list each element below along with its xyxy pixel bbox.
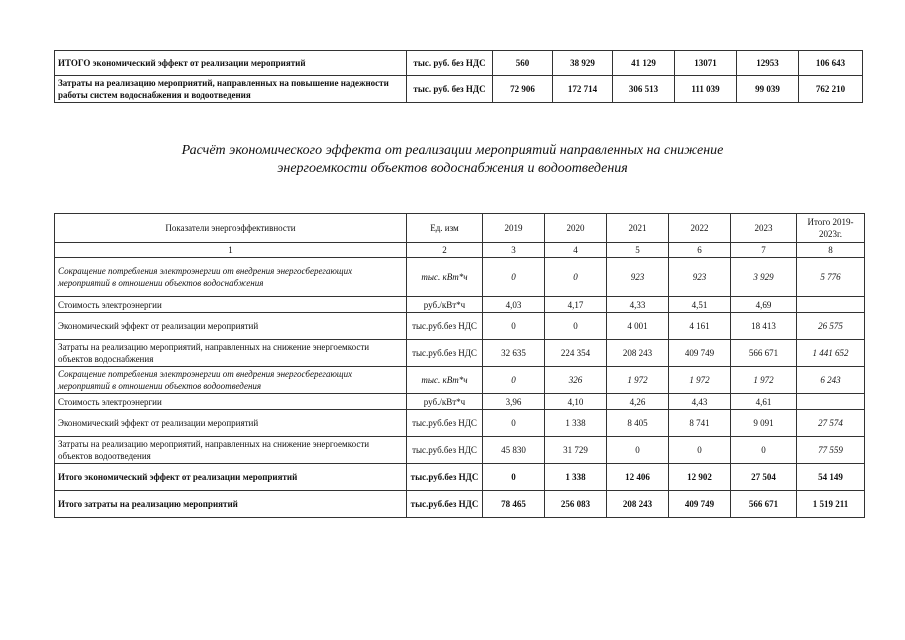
row-label: Сокращение потребления электроэнергии от внедрения энергосберегающих мероприятий в отношении объектов водоотведения — [55, 367, 407, 394]
cell-value: 762 210 — [799, 76, 863, 103]
column-header: Показатели энергоэффективности — [55, 214, 407, 243]
row-label: Стоимость электроэнергии — [55, 394, 407, 410]
column-header: 2019 — [483, 214, 545, 243]
cell-value: 224 354 — [545, 340, 607, 367]
cell-value: 8 741 — [669, 410, 731, 437]
table-row — [55, 437, 865, 464]
top-table — [54, 50, 863, 103]
cell-value: 3 929 — [731, 258, 797, 297]
cell-value: 77 559 — [797, 437, 865, 464]
row-unit: тыс. кВт*ч — [407, 258, 483, 297]
cell-value: 4,26 — [607, 394, 669, 410]
cell-value: 1 972 — [669, 367, 731, 394]
cell-value: 560 — [493, 51, 553, 76]
cell-value: 111 039 — [675, 76, 737, 103]
table-row — [55, 258, 865, 297]
heading-line-1: Расчёт экономического эффекта от реализации мероприятий направленных на снижение — [181, 143, 724, 158]
cell-value: 4,43 — [669, 394, 731, 410]
energy-efficiency-table — [54, 213, 865, 518]
cell-value: 78 465 — [483, 491, 545, 518]
cell-value: 1 338 — [545, 464, 607, 491]
table-row — [55, 297, 865, 313]
table-row — [55, 410, 865, 437]
cell-value: 4,33 — [607, 297, 669, 313]
row-unit: тыс.руб.без НДС — [407, 410, 483, 437]
row-label: Затраты на реализацию мероприятий, направленных на снижение энергоемкости объектов водоотведения — [55, 437, 407, 464]
cell-value: 106 643 — [799, 51, 863, 76]
cell-value: 409 749 — [669, 491, 731, 518]
column-number: 7 — [731, 243, 797, 258]
cell-value: 45 830 — [483, 437, 545, 464]
table-row — [55, 340, 865, 367]
cell-value: 4,51 — [669, 297, 731, 313]
row-unit: руб./кВт*ч — [407, 297, 483, 313]
row-unit: тыс.руб.без НДС — [407, 313, 483, 340]
cell-value: 12 902 — [669, 464, 731, 491]
cell-value: 208 243 — [607, 340, 669, 367]
cell-value: 12 406 — [607, 464, 669, 491]
row-label: Экономический эффект от реализации мероприятий — [55, 410, 407, 437]
cell-value: 38 929 — [553, 51, 613, 76]
column-header: 2020 — [545, 214, 607, 243]
cell-value: 41 129 — [613, 51, 675, 76]
cell-value: 4,03 — [483, 297, 545, 313]
row-label: Итого затраты на реализацию мероприятий — [55, 491, 407, 518]
cell-value: 566 671 — [731, 340, 797, 367]
cell-value: 1 519 211 — [797, 491, 865, 518]
cell-value: 4 161 — [669, 313, 731, 340]
cell-value: 27 574 — [797, 410, 865, 437]
row-label: Затраты на реализацию мероприятий, направленных на повышение надежности работы систем водоснабжения и водоотведения — [55, 76, 407, 103]
table-row — [55, 464, 865, 491]
column-number: 2 — [407, 243, 483, 258]
column-header: Итого 2019-2023г. — [797, 214, 865, 243]
column-header: 2021 — [607, 214, 669, 243]
cell-value: 0 — [545, 258, 607, 297]
cell-value: 256 083 — [545, 491, 607, 518]
cell-value: 12953 — [737, 51, 799, 76]
table-row — [55, 76, 863, 103]
cell-value: 13071 — [675, 51, 737, 76]
row-unit: тыс.руб.без НДС — [407, 491, 483, 518]
row-label: ИТОГО экономический эффект от реализации мероприятий — [55, 51, 407, 76]
cell-value: 0 — [483, 258, 545, 297]
cell-value: 3,96 — [483, 394, 545, 410]
cell-value: 0 — [607, 437, 669, 464]
cell-value: 1 338 — [545, 410, 607, 437]
row-unit: руб./кВт*ч — [407, 394, 483, 410]
cell-value: 8 405 — [607, 410, 669, 437]
row-unit: тыс. кВт*ч — [407, 367, 483, 394]
row-unit: тыс.руб.без НДС — [407, 340, 483, 367]
cell-value: 0 — [731, 437, 797, 464]
row-label: Сокращение потребления электроэнергии от внедрения энергосберегающих мероприятий в отношении объектов водоснабжения — [55, 258, 407, 297]
column-number: 4 — [545, 243, 607, 258]
column-number-row — [55, 243, 865, 258]
cell-value: 32 635 — [483, 340, 545, 367]
cell-value — [797, 394, 865, 410]
header-row — [55, 214, 865, 243]
table-row — [55, 394, 865, 410]
table-row — [55, 313, 865, 340]
row-label: Итого экономический эффект от реализации мероприятий — [55, 464, 407, 491]
cell-value: 0 — [483, 313, 545, 340]
column-number: 5 — [607, 243, 669, 258]
section-heading — [0, 142, 905, 178]
cell-value: 4,61 — [731, 394, 797, 410]
cell-value: 326 — [545, 367, 607, 394]
cell-value: 27 504 — [731, 464, 797, 491]
cell-value — [797, 297, 865, 313]
cell-value: 26 575 — [797, 313, 865, 340]
cell-value: 5 776 — [797, 258, 865, 297]
cell-value: 208 243 — [607, 491, 669, 518]
cell-value: 99 039 — [737, 76, 799, 103]
column-number: 3 — [483, 243, 545, 258]
cell-value: 4,17 — [545, 297, 607, 313]
cell-value: 566 671 — [731, 491, 797, 518]
cell-value: 1 972 — [607, 367, 669, 394]
cell-value: 306 513 — [613, 76, 675, 103]
cell-value: 18 413 — [731, 313, 797, 340]
row-unit: тыс.руб.без НДС — [407, 464, 483, 491]
cell-value: 4,10 — [545, 394, 607, 410]
cell-value: 31 729 — [545, 437, 607, 464]
cell-value: 6 243 — [797, 367, 865, 394]
column-number: 8 — [797, 243, 865, 258]
cell-value: 409 749 — [669, 340, 731, 367]
cell-value: 1 972 — [731, 367, 797, 394]
heading-line-2: энергоемкости объектов водоснабжения и водоотведения — [277, 161, 628, 176]
column-number: 6 — [669, 243, 731, 258]
table-row — [55, 51, 863, 76]
row-label: Затраты на реализацию мероприятий, направленных на снижение энергоемкости объектов водоснабжения — [55, 340, 407, 367]
column-number: 1 — [55, 243, 407, 258]
cell-value: 54 149 — [797, 464, 865, 491]
cell-value: 0 — [669, 437, 731, 464]
cell-value: 4 001 — [607, 313, 669, 340]
cell-value: 72 906 — [493, 76, 553, 103]
cell-value: 923 — [607, 258, 669, 297]
cell-value: 4,69 — [731, 297, 797, 313]
cell-value: 0 — [483, 464, 545, 491]
cell-value: 0 — [483, 367, 545, 394]
cell-value: 9 091 — [731, 410, 797, 437]
row-unit: тыс.руб.без НДС — [407, 437, 483, 464]
table-row — [55, 367, 865, 394]
column-header: 2022 — [669, 214, 731, 243]
cell-value: 0 — [545, 313, 607, 340]
cell-value: 923 — [669, 258, 731, 297]
column-header: Ед. изм — [407, 214, 483, 243]
row-unit: тыс. руб. без НДС — [407, 76, 493, 103]
cell-value: 0 — [483, 410, 545, 437]
cell-value: 172 714 — [553, 76, 613, 103]
row-label: Экономический эффект от реализации мероприятий — [55, 313, 407, 340]
row-label: Стоимость электроэнергии — [55, 297, 407, 313]
column-header: 2023 — [731, 214, 797, 243]
row-unit: тыс. руб. без НДС — [407, 51, 493, 76]
cell-value: 1 441 652 — [797, 340, 865, 367]
table-row — [55, 491, 865, 518]
